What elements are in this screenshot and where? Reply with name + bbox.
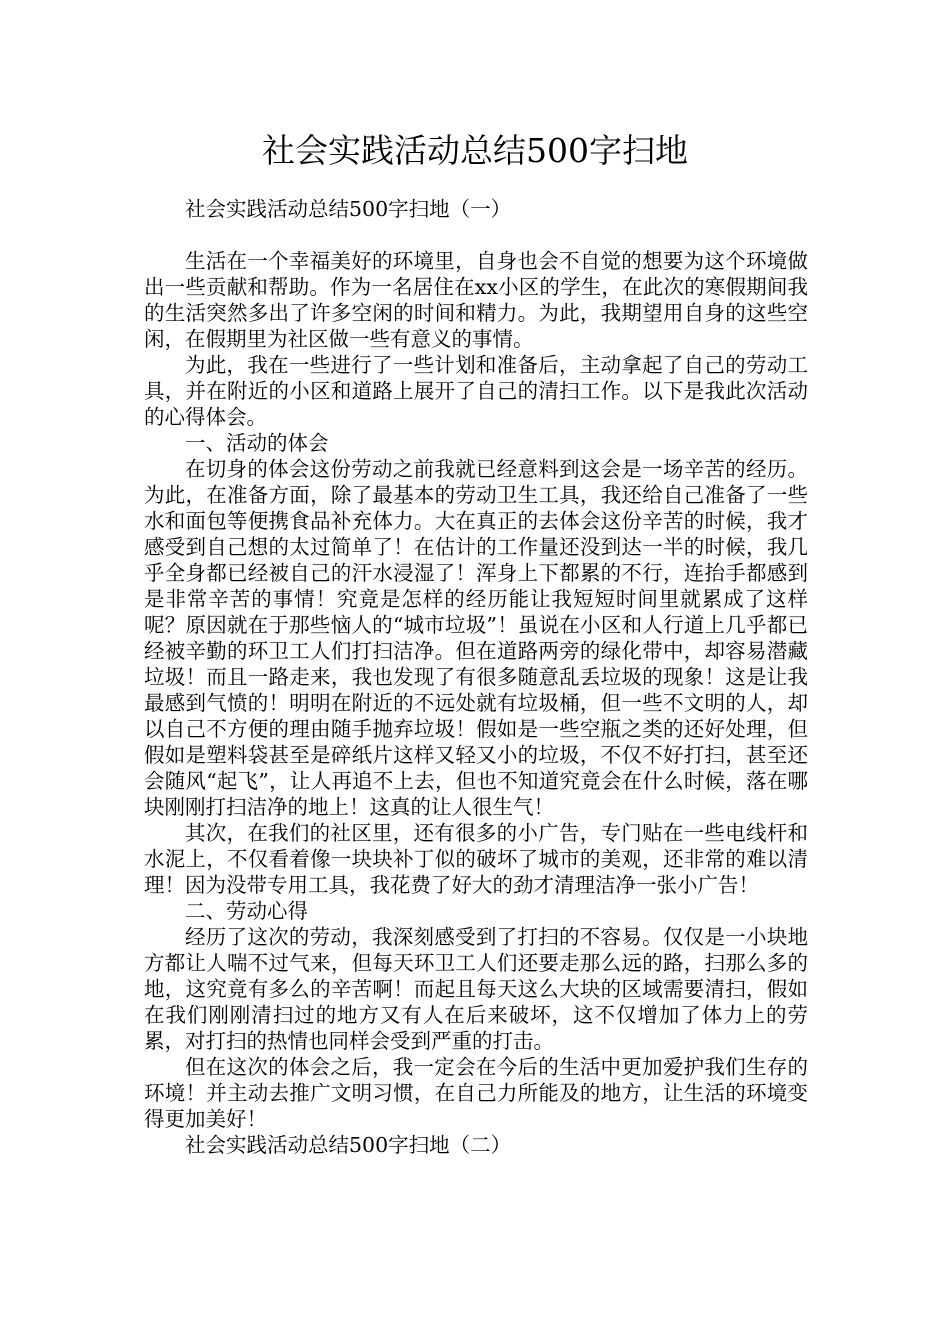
section-heading-2: 社会实践活动总结500字扫地（二） xyxy=(185,1133,512,1157)
paragraph-preparation: 为此，我在一些进行了一些计划和准备后，主动拿起了自己的劳动工具，并在附近的小区和道路上展开了自己的清扫工作。以下是我此次活动的心得体会。 xyxy=(144,353,808,429)
document-title: 社会实践活动总结500字扫地 xyxy=(262,131,688,170)
paragraph-conclusion: 但在这次的体会之后，我一定会在今后的生活中更加爱护我们生存的环境！并主动去推广文明习惯，在自己力所能及的地方，让生活的环境变得更加美好！ xyxy=(144,1055,808,1131)
paragraph-insights: 经历了这次的劳动，我深刻感受到了打扫的不容易。仅仅是一小块地方都让人喘不过气来，但每天环卫工人们还要走那么远的路，扫那么多的地，这究竟有多么的辛苦啊！而起且每天这么大块的区域需要清扫，假如在我们刚刚清扫过的地方又有人在后来破坏，这不仅增加了体力上的劳累，对打扫的热情也同样会受到严重的打击。 xyxy=(144,925,808,1053)
blank-line xyxy=(144,222,808,248)
section-labor-insights: 二、劳动心得 xyxy=(185,899,308,923)
document-body xyxy=(144,196,808,1158)
paragraph-intro: 生活在一个幸福美好的环境里，自身也会不自觉的想要为这个环境做出一些贡献和帮助。作为一名居住在xx小区的学生，在此次的寒假期间我的生活突然多出了许多空闲的时间和精力。为此，我期望用自身的这些空闲，在假期里为社区做一些有意义的事情。 xyxy=(144,249,808,351)
section-activity-experience: 一、活动的体会 xyxy=(185,431,329,455)
paragraph-advertisements: 其次，在我们的社区里，还有很多的小广告，专门贴在一些电线杆和水泥上，不仅看着像一块块补丁似的破坏了城市的美观，还非常的难以清理！因为没带专用工具，我花费了好大的劲才清理洁净一张小广告！ xyxy=(144,821,808,897)
paragraph-experience: 在切身的体会这份劳动之前我就已经意料到这会是一场辛苦的经历。为此，在准备方面，除了最基本的劳动卫生工具，我还给自己准备了一些水和面包等便携食品补充体力。大在真正的去体会这份辛苦的时候，我才感受到自己想的太过简单了！在估计的工作量还没到达一半的时候，我几乎全身都已经被自己的汗水浸湿了！浑身上下都累的不行，连抬手都感到是非常辛苦的事情！究竟是怎样的经历能让我短短时间里就累成了这样呢？原因就在于那些恼人的“城市垃圾”！虽说在小区和人行道上几乎都已经被辛勤的环卫工人们打扫洁净。但在道路两旁的绿化带中，却容易潜藏垃圾！而且一路走来，我也发现了有很多随意乱丢垃圾的现象！这是让我最感到气愤的！明明在附近的不远处就有垃圾桶，但一些不文明的人，却以自己不方便的理由随手抛弃垃圾！假如是一些空瓶之类的还好处理，但假如是塑料袋甚至是碎纸片这样又轻又小的垃圾，不仅不好打扫，甚至还会随风“起飞”，让人再追不上去，但也不知道究竟会在什么时候，落在哪块刚刚打扫洁净的地上！这真的让人很生气！ xyxy=(144,457,808,819)
section-heading-1: 社会实践活动总结500字扫地（一） xyxy=(185,197,512,221)
